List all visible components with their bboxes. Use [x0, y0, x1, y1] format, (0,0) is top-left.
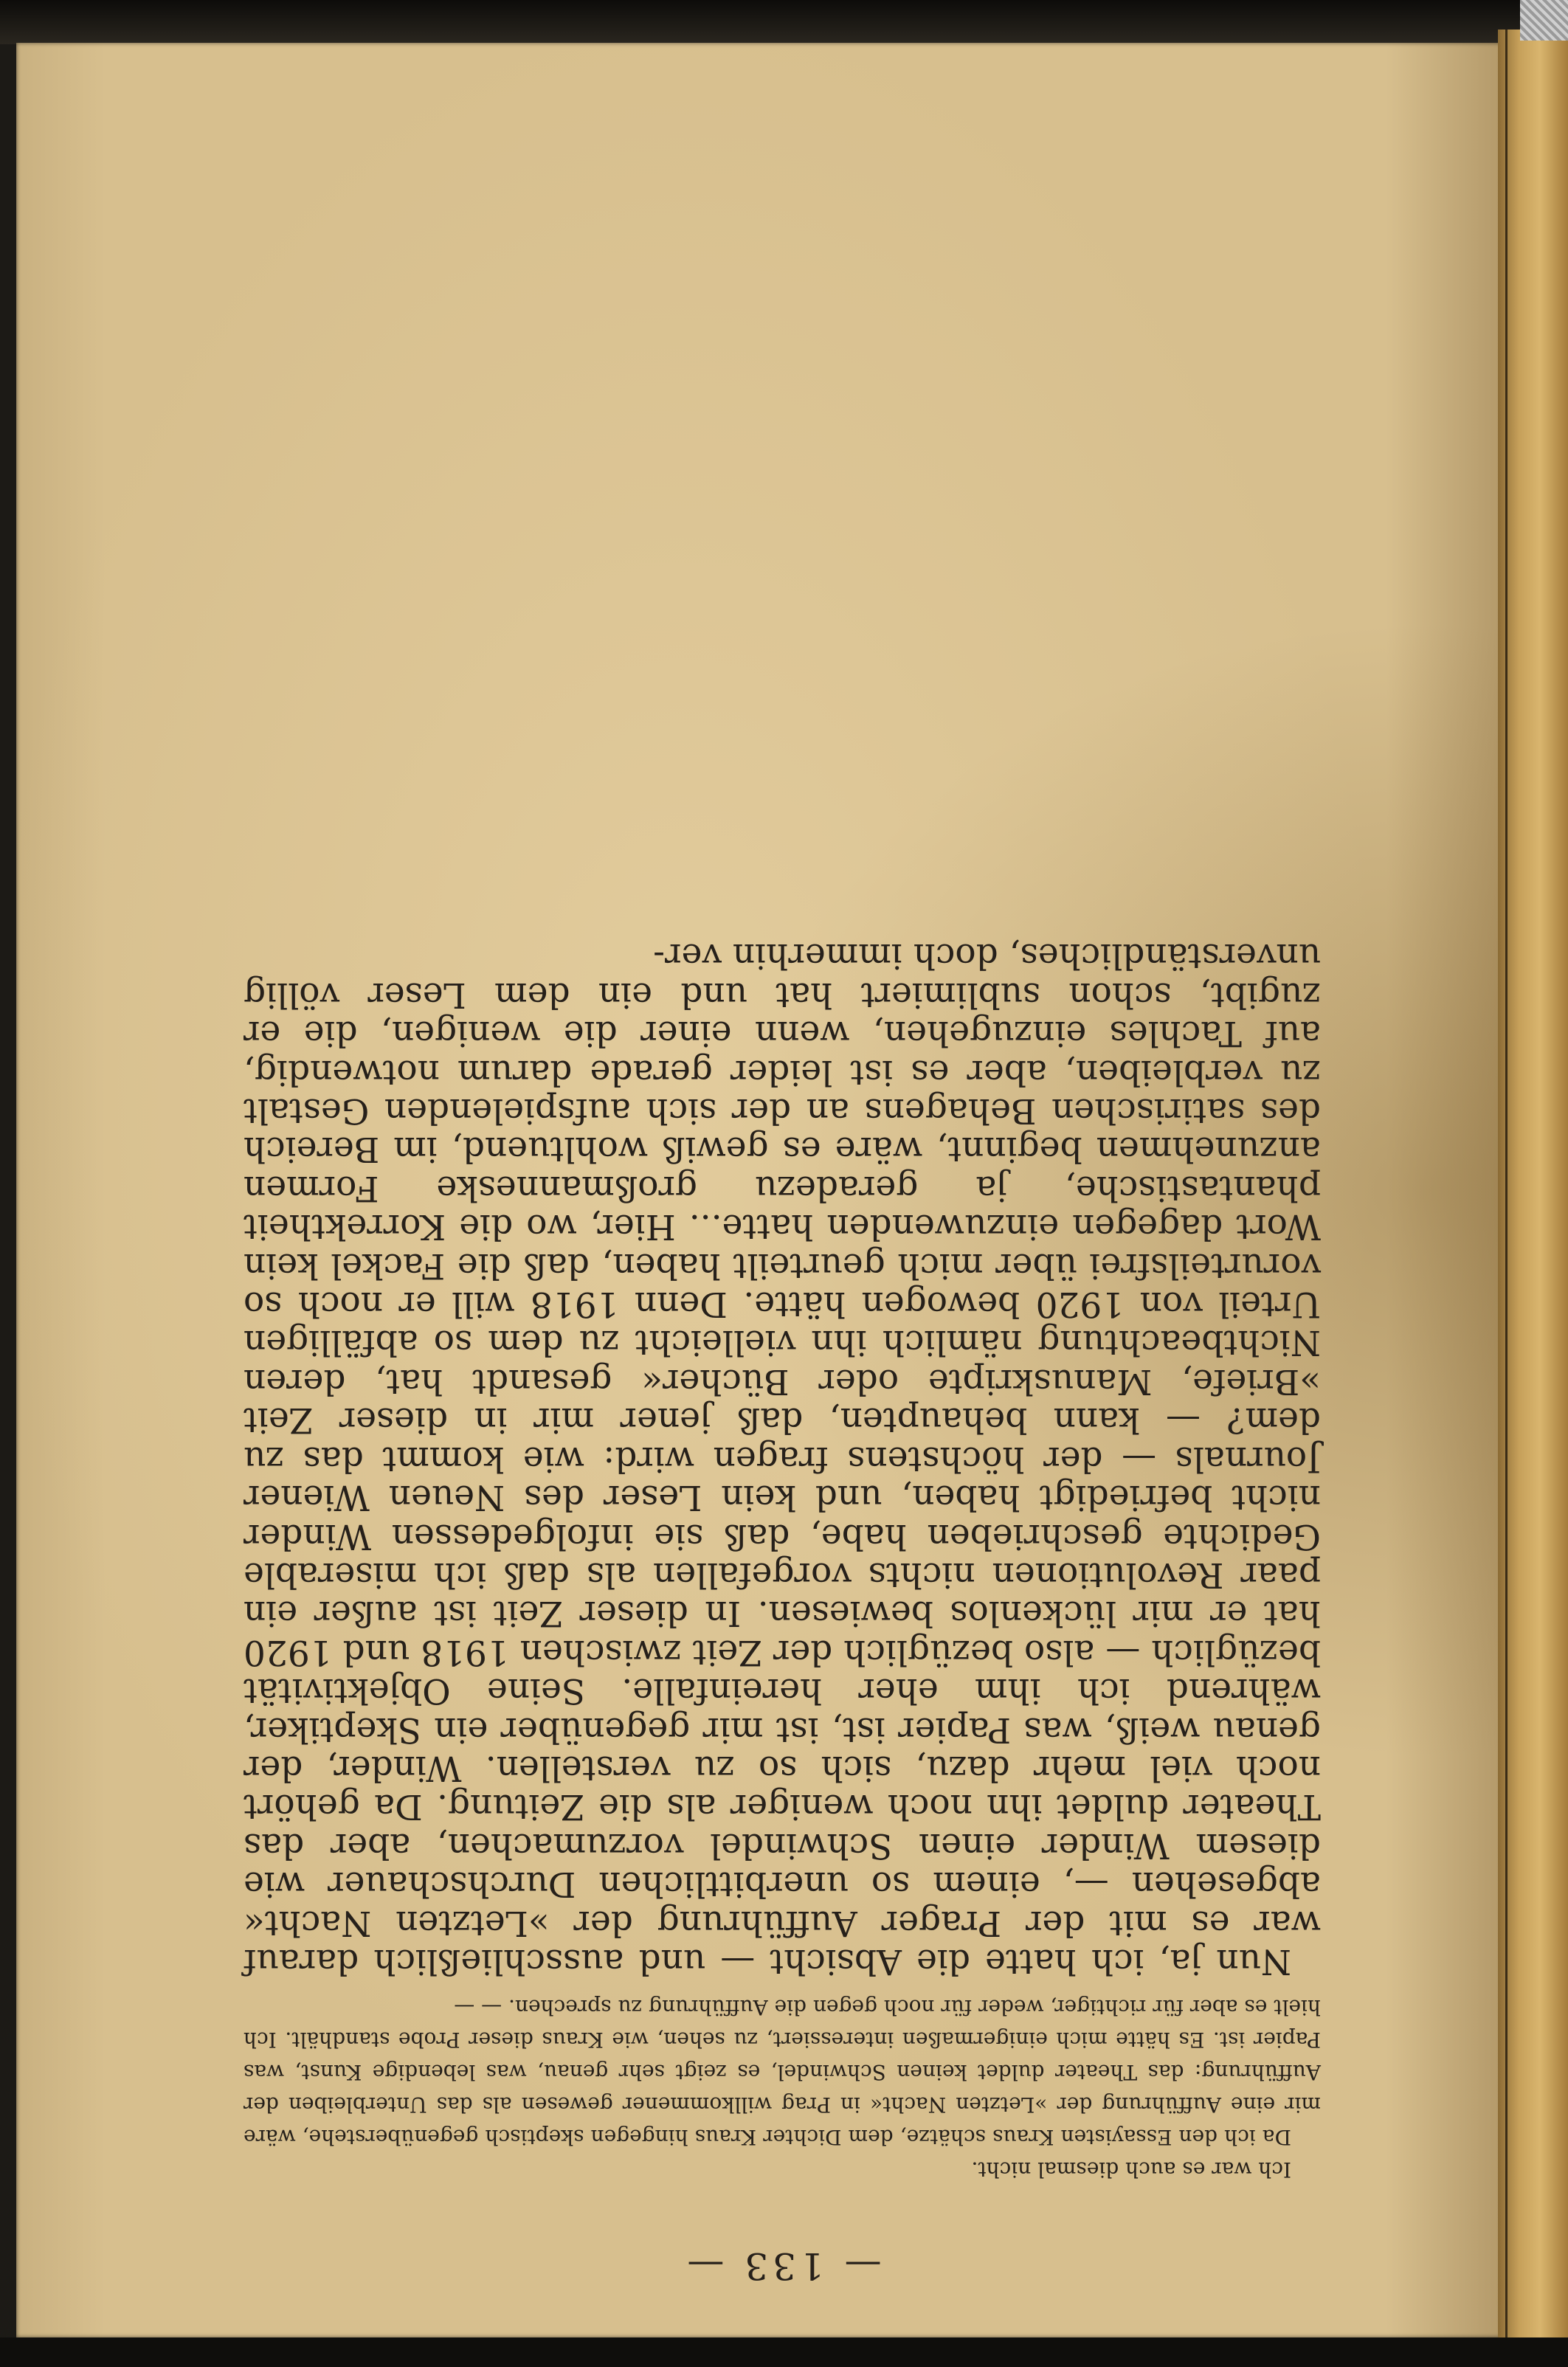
scan-bottom-edge: [0, 2337, 1568, 2367]
footnote-paragraph: Da ich den Essayisten Kraus schätze, dem Dichter Kraus hingegen skeptisch gegenüberstehe, wäre mir eine Aufführung der »Letzten Nacht« in Prag willkommener gewesen als das Unterbleiben der Aufführung: das Theater duldet keinen Schwindel, es zeigt sehr genau, was lebendige Kunst, was Papier ist. Es hätte mich einigermaßen interessiert, zu sehen, wie Kraus dieser Probe standhält. Ich hielt es aber für richtiger, weder für noch gegen die Aufführung zu sprechen. — —: [244, 1995, 1321, 2149]
footnote: [244, 1991, 1321, 2185]
gutter-line: [1505, 30, 1507, 2346]
body-paragraph: Nun ja, ich hatte die Absicht — und ausschließlich darauf war es mit der Prager Aufführung der »Letzten Nacht« abgesehen —, einem so unerbittlichen Durchschauer wie diesem Winder einen Schwindel vorzumachen, aber das Theater duldet ihn noch weniger als die Zeitung. Da gehört noch viel mehr dazu, sich so zu verstellen. Winder, der genau weiß, was Papier ist, ist mir gegenüber ein Skeptiker, während ich ihm eher hereinfalle. Seine Objektivität bezüglich — also bezüglich der Zeit zwischen 1918 und 1920 hat er mir lückenlos bewiesen. In dieser Zeit ist außer ein paar Revolutionen nichts vorgefallen als daß ich miserable Gedichte geschrieben habe, daß sie infolgedessen Winder nicht befriedigt haben, und kein Leser des Neuen Wiener Journals — der höchstens fragen wird: wie kommt das zu dem? — kann behaupten, daß jener mir in dieser Zeit »Briefe, Manuskripte oder Bücher« gesandt hat, deren Nichtbeachtung nämlich ihn vielleicht zu dem so abfälligen Urteil von 1920 bewogen hätte. Denn 1918 will er noch so vorurteilsfrei über mich geurteilt haben, daß die Fackel kein Wort dagegen einzuwenden hatte... Hier, wo die Korrektheit phantastische, ja geradezu großmanneske Formen anzunehmen beginnt, wäre es gewiß wohltuend, im Bereich des satirischen Behagens an der sich aufspielenden Gestalt zu verbleiben, aber es ist leider gerade darum notwendig, auf Tachles einzugehen, wenn einer die wenigen, die er zugibt, schon sublimiert hat und ein dem Leser völlig unverständliches, doch immerhin ver-: [244, 936, 1321, 1982]
book-gutter: [1498, 30, 1568, 2346]
scan-shadow: [0, 0, 1568, 44]
footnote-line: Ich war es auch diesmal nicht.: [971, 2157, 1291, 2182]
corner-fabric: [1520, 0, 1568, 41]
page-content: [244, 339, 1321, 2332]
main-text: [244, 936, 1321, 1980]
page-number: — 133 —: [683, 2245, 882, 2287]
